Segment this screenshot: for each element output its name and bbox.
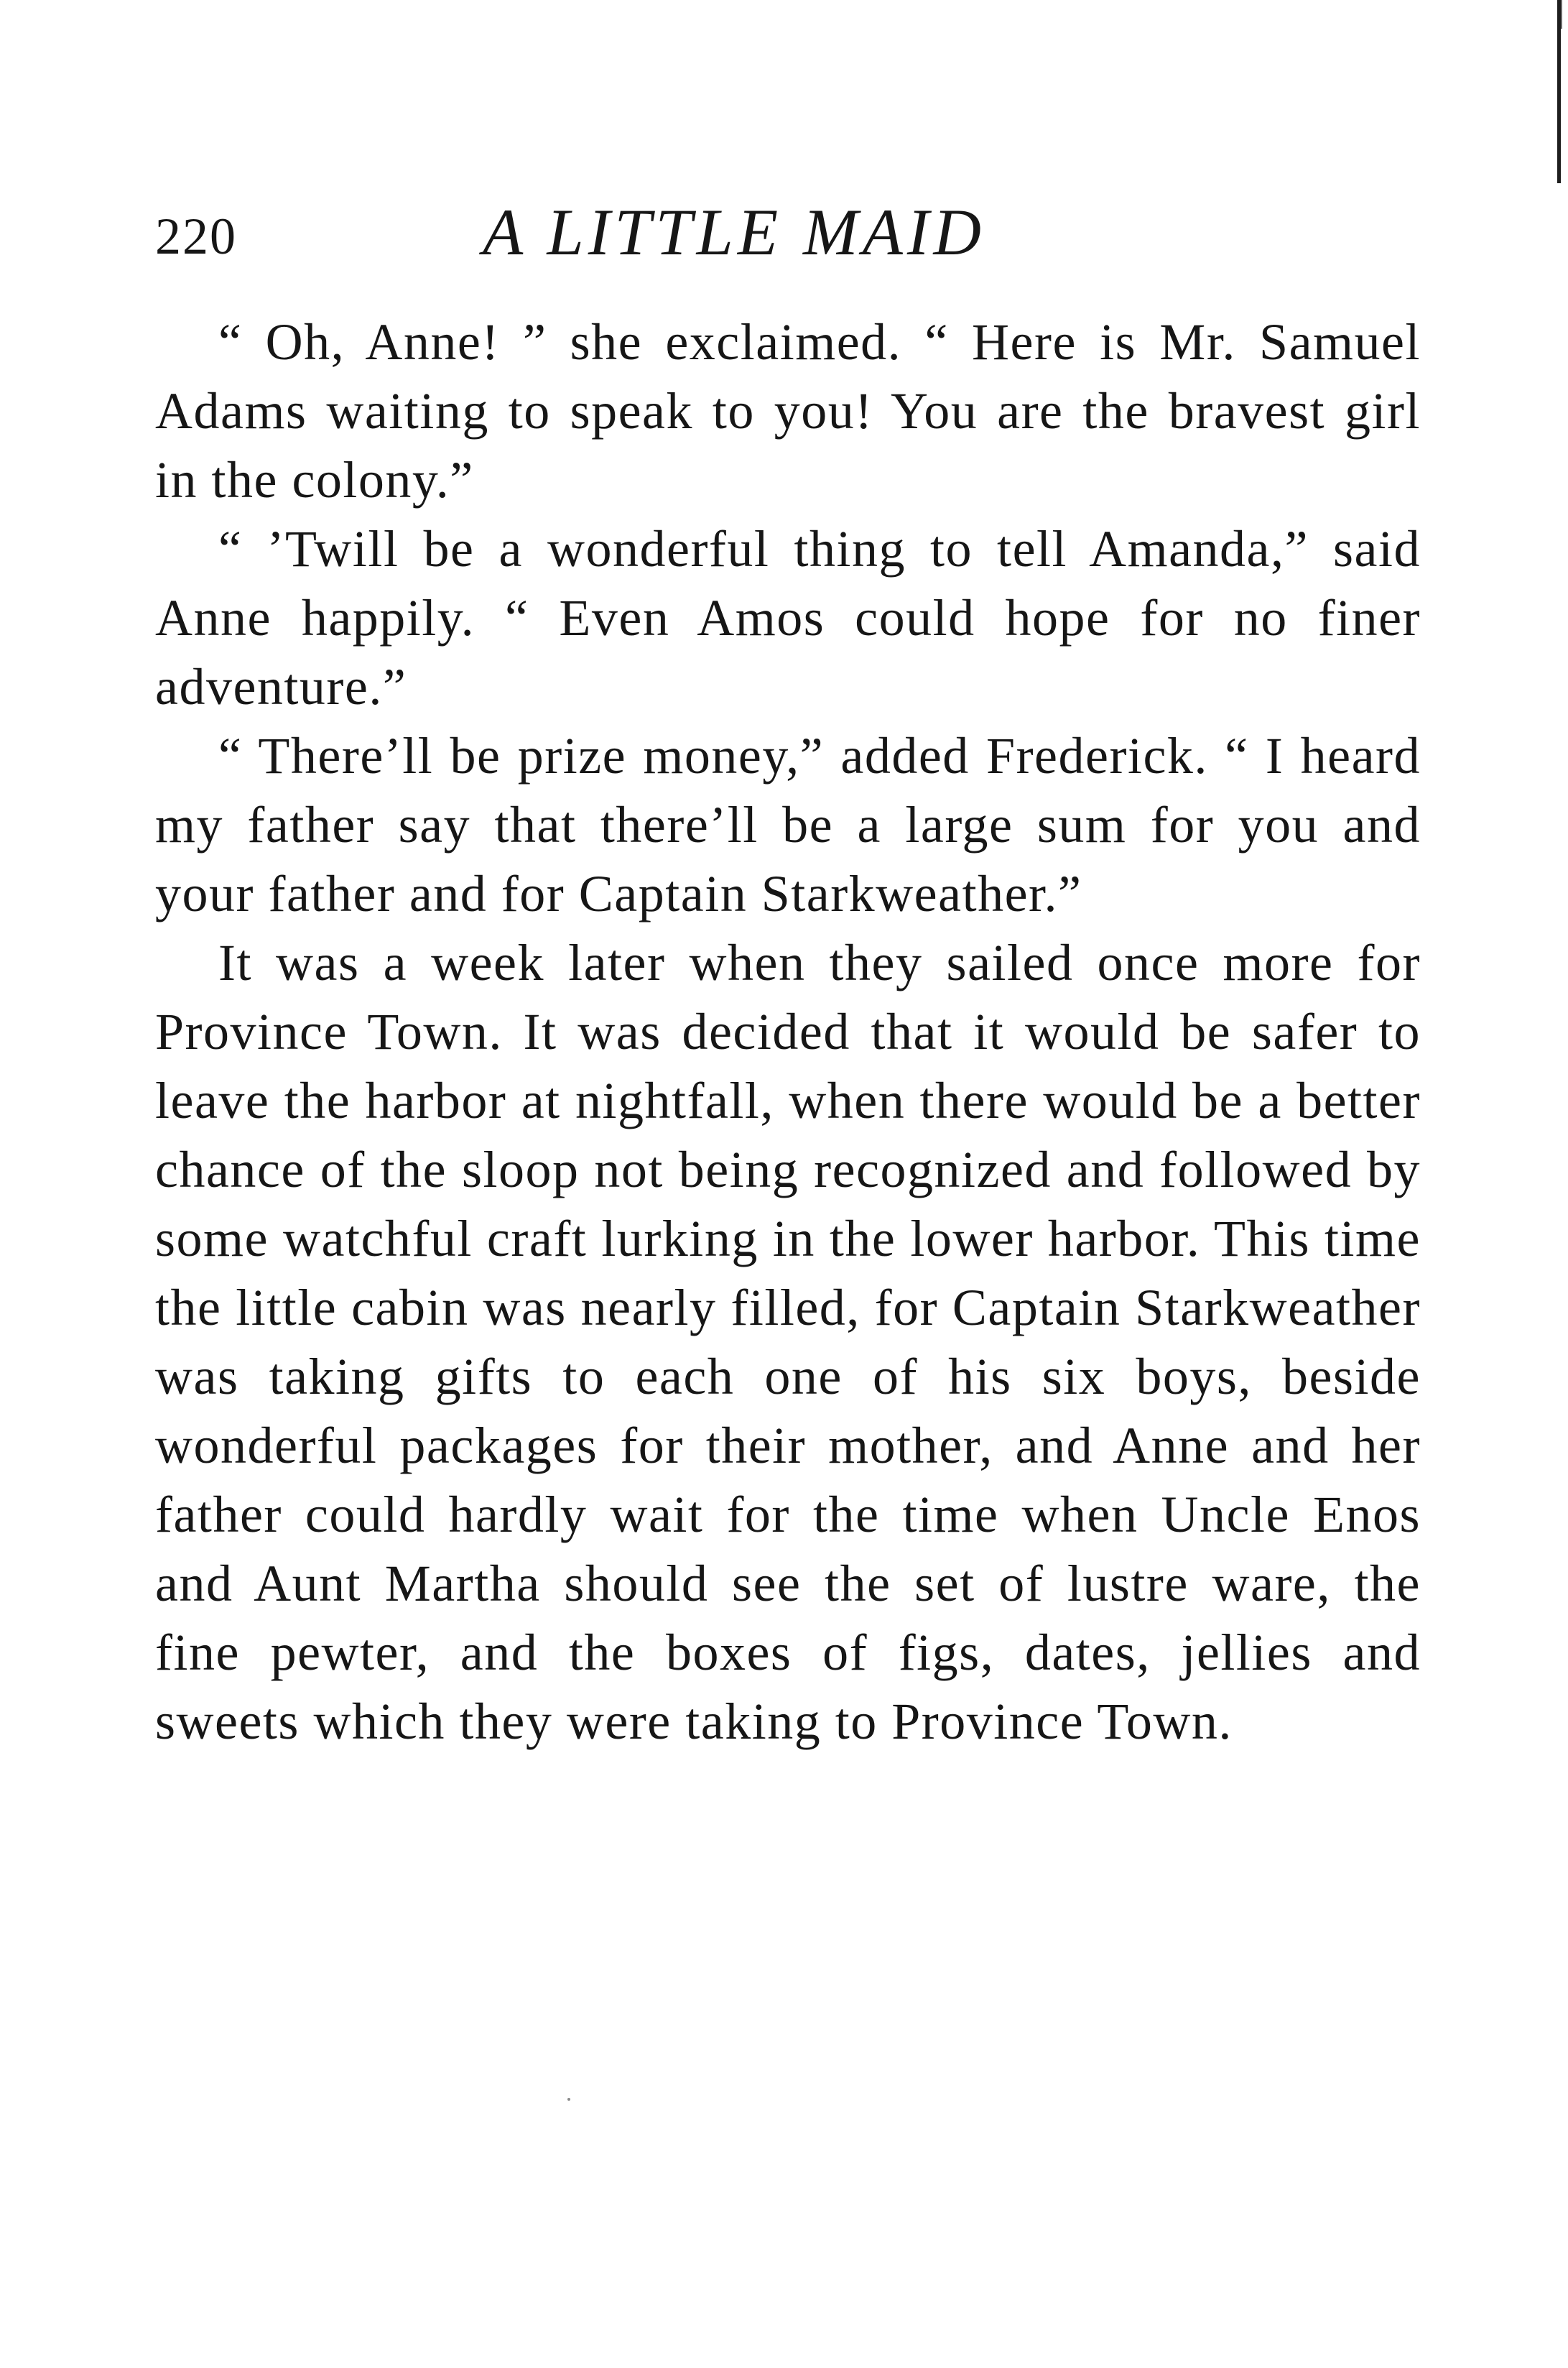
paragraph-twill-be: “ ’Twill be a wonderful thing to tell Amanda,” said Anne happily. “ Even Amos could hope for no finer adventure.”: [155, 520, 1421, 716]
running-title: A LITTLE MAID: [483, 195, 985, 269]
page-number: 220: [155, 208, 237, 265]
page-edge-mark: [1557, 0, 1561, 183]
paper-speck: [567, 2098, 570, 2101]
running-head: [155, 194, 1421, 273]
paragraph-prize-money: “ There’ll be prize money,” added Frederick. “ I heard my father say that there’ll be a large sum for you and your father and for Captain Starkweather.”: [155, 727, 1421, 922]
paragraph-oh-anne: “ Oh, Anne! ” she exclaimed. “ Here is Mr. Samuel Adams waiting to speak to you! You are the bravest girl in the colony.”: [155, 313, 1421, 509]
paragraph-week-later: It was a week later when they sailed once more for Province Town. It was decided that it would be safer to leave the harbor at nightfall, when there would be a better chance of the sloop not being recognized and followed by some watchful craft lurking in the lower harbor. This time the little cabin was nearly filled, for Captain Starkweather was taking gifts to each one of his six boys, beside wonderful packages for their mother, and Anne and her father could hardly wait for the time when Uncle Enos and Aunt Martha should see the set of lustre ware, the fine pewter, and the boxes of figs, dates, jellies and sweets which they were taking to Province Town.: [155, 934, 1421, 1750]
page-edge-mark-thin: [1561, 0, 1562, 29]
body-text: [155, 307, 1421, 1756]
